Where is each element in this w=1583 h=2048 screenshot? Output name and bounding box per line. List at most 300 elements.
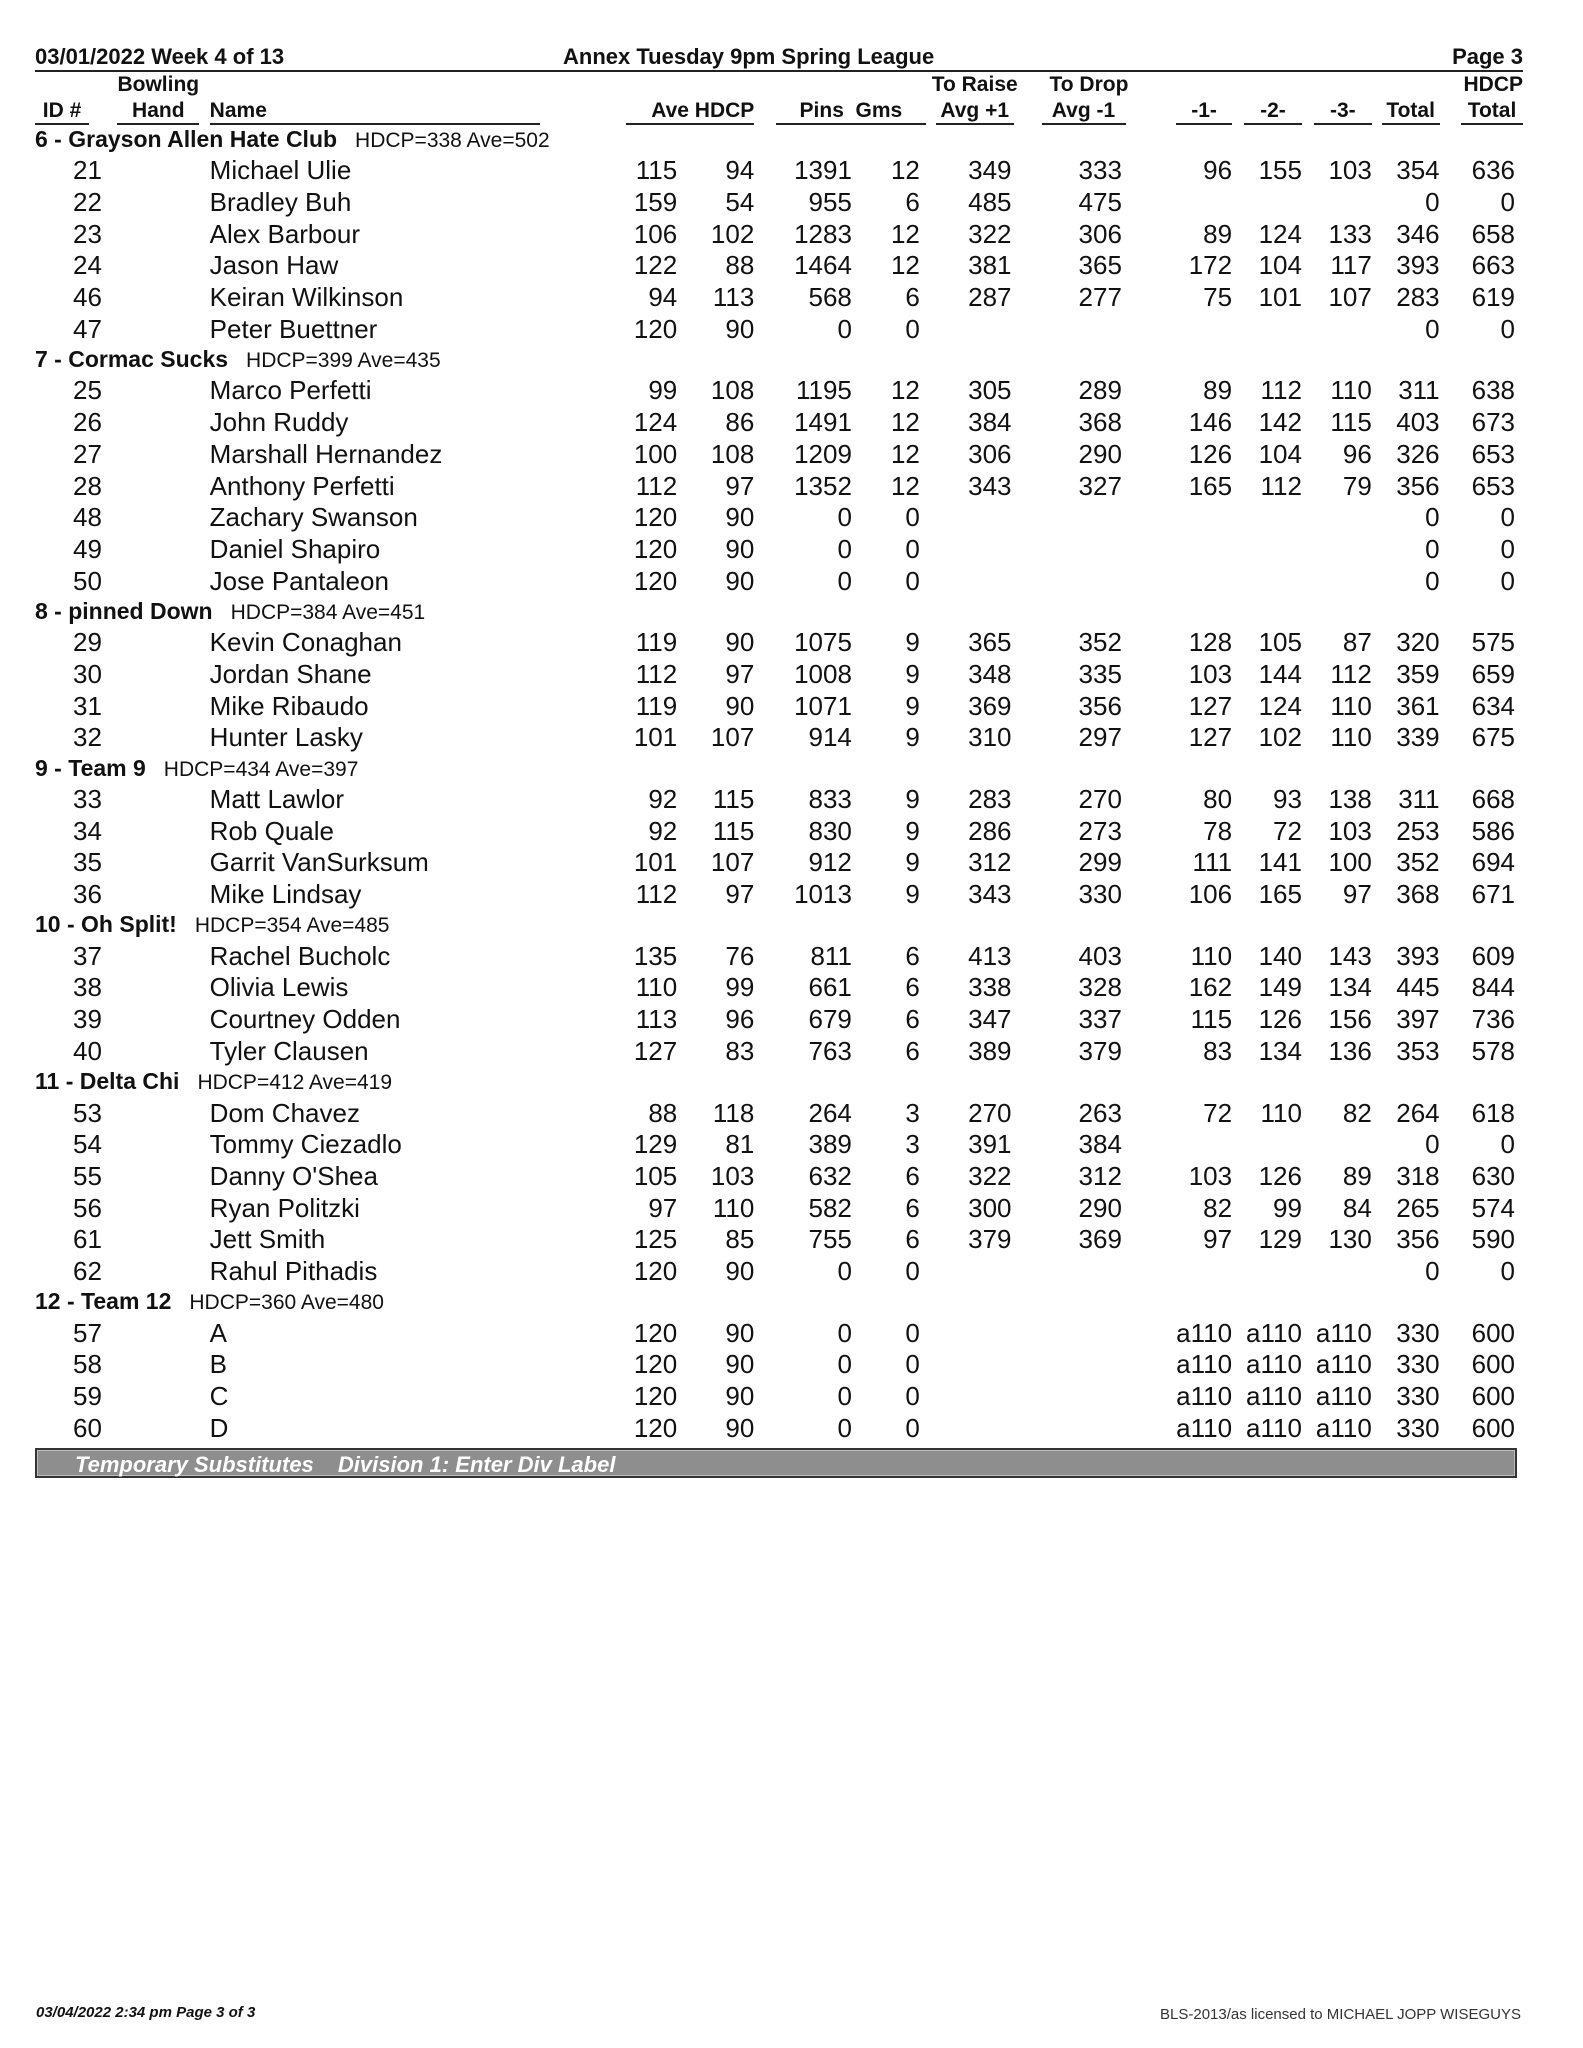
game-1-score: 162 <box>1188 972 1233 1003</box>
player-name: Mike Ribaudo <box>209 690 369 721</box>
team-header-row <box>35 345 1523 375</box>
handicap-total: 634 <box>1471 690 1515 721</box>
series-total: 361 <box>1396 690 1440 721</box>
player-id: 49 <box>73 533 102 564</box>
to-raise-avg: 413 <box>968 940 1012 971</box>
player-row <box>35 1192 1523 1224</box>
player-pins: 661 <box>808 972 852 1003</box>
game-2-score <box>1232 313 1302 345</box>
to-drop-avg: 335 <box>1078 658 1122 689</box>
print-timestamp: 03/04/2022 2:34 pm Page 3 of 3 <box>36 2004 256 2021</box>
game-2-score: 144 <box>1258 658 1302 689</box>
player-pins: 632 <box>808 1160 852 1191</box>
to-raise-avg: 283 <box>968 784 1012 815</box>
game-1-score: 115 <box>1190 1004 1233 1035</box>
player-pins: 389 <box>808 1129 852 1160</box>
to-drop-avg: 327 <box>1078 470 1122 501</box>
to-drop-avg <box>1024 1256 1152 1288</box>
handicap-total: 653 <box>1471 438 1515 469</box>
player-handicap: 94 <box>725 155 755 186</box>
game-2-score: 72 <box>1273 815 1302 846</box>
player-name: Tommy Ciezadlo <box>209 1129 402 1160</box>
game-1-score <box>1152 187 1232 219</box>
player-average: 112 <box>635 658 678 689</box>
player-pins: 955 <box>808 187 852 218</box>
player-name: Rahul Pithadis <box>209 1255 378 1286</box>
game-3-score <box>1302 565 1372 597</box>
game-2-score: 93 <box>1273 784 1302 815</box>
player-average: 135 <box>633 940 678 971</box>
to-raise-avg: 338 <box>968 972 1012 1003</box>
player-average: 120 <box>633 313 678 344</box>
game-3-score: 89 <box>1342 1160 1372 1191</box>
bowling-hand <box>107 1161 210 1193</box>
game-2-score: 112 <box>1260 375 1302 406</box>
to-drop-avg: 333 <box>1078 155 1122 186</box>
player-pins: 811 <box>810 940 852 971</box>
player-games: 0 <box>905 1349 920 1380</box>
series-total: 0 <box>1425 533 1440 564</box>
player-row <box>35 972 1523 1004</box>
game-1-score: 97 <box>1203 1224 1233 1255</box>
to-raise-avg: 322 <box>968 218 1012 249</box>
to-drop-avg <box>1024 1381 1152 1413</box>
player-games: 12 <box>890 375 920 406</box>
game-1-score: a110 <box>1176 1317 1233 1348</box>
team-stats: HDCP=412 Ave=419 <box>197 1071 393 1095</box>
player-row <box>35 1097 1523 1129</box>
player-handicap: 90 <box>725 1317 755 1348</box>
bowling-hand <box>107 565 210 597</box>
player-id: 60 <box>73 1412 102 1443</box>
bowling-hand <box>107 1004 210 1036</box>
to-drop-avg <box>1024 313 1152 345</box>
player-games: 6 <box>905 1035 920 1066</box>
handicap-total: 638 <box>1471 375 1515 406</box>
game-1-score: a110 <box>1176 1349 1233 1380</box>
series-total: 0 <box>1425 565 1440 596</box>
player-games: 0 <box>905 502 920 533</box>
bowling-hand <box>107 1097 210 1129</box>
to-drop-avg: 365 <box>1078 250 1122 281</box>
game-3-score: 82 <box>1342 1097 1372 1128</box>
player-handicap: 83 <box>725 1035 755 1066</box>
player-name: Peter Buettner <box>209 313 378 344</box>
to-raise-avg <box>926 313 1024 345</box>
series-total: 283 <box>1396 282 1440 313</box>
series-total: 397 <box>1396 1004 1440 1035</box>
to-raise-avg: 365 <box>968 627 1012 658</box>
player-average: 127 <box>633 1035 678 1066</box>
col-game3: -3- <box>1314 99 1372 125</box>
bowling-hand <box>107 1224 210 1256</box>
player-handicap: 108 <box>710 375 755 406</box>
col-hand: Hand <box>117 99 199 125</box>
player-pins: 1283 <box>794 218 852 249</box>
player-name: D <box>209 1412 229 1443</box>
player-name: Bradley Buh <box>209 187 352 218</box>
player-row <box>35 1004 1523 1036</box>
series-total: 403 <box>1396 407 1440 438</box>
player-row <box>35 1129 1523 1161</box>
player-handicap: 88 <box>725 250 755 281</box>
player-pins: 1195 <box>795 375 852 406</box>
player-handicap: 115 <box>712 784 755 815</box>
player-name: Jose Pantaleon <box>209 565 389 596</box>
game-1-score <box>1152 565 1232 597</box>
player-pins: 568 <box>808 282 852 313</box>
player-pins: 1391 <box>794 155 852 186</box>
player-average: 120 <box>633 1317 678 1348</box>
player-handicap: 99 <box>725 972 755 1003</box>
player-pins: 679 <box>808 1004 852 1035</box>
col-raise-top: To Raise <box>931 73 1018 96</box>
to-raise-avg: 343 <box>968 470 1012 501</box>
player-name: Mike Lindsay <box>209 879 362 910</box>
series-total: 330 <box>1396 1317 1440 1348</box>
player-average: 112 <box>635 879 678 910</box>
to-raise-avg: 381 <box>968 250 1012 281</box>
series-total: 356 <box>1396 1224 1440 1255</box>
player-id: 21 <box>73 155 102 186</box>
series-total: 0 <box>1425 502 1440 533</box>
col-bowling-top: Bowling <box>117 73 200 96</box>
player-name: B <box>209 1349 228 1380</box>
player-pins: 1075 <box>794 627 852 658</box>
bowling-hand <box>107 155 210 187</box>
game-3-score: 136 <box>1328 1035 1372 1066</box>
bowling-hand <box>107 1381 210 1413</box>
player-pins: 0 <box>837 533 852 564</box>
bowling-hand <box>107 375 210 407</box>
player-handicap: 113 <box>712 282 755 313</box>
to-drop-avg <box>1024 1317 1152 1349</box>
col-raise: Avg +1 <box>936 99 1014 125</box>
player-row <box>35 534 1523 566</box>
to-drop-avg: 328 <box>1078 972 1122 1003</box>
series-total: 311 <box>1398 784 1440 815</box>
series-total: 330 <box>1396 1381 1440 1412</box>
player-games: 6 <box>905 1192 920 1223</box>
to-drop-avg: 263 <box>1078 1097 1122 1128</box>
bowling-hand <box>107 784 210 816</box>
handicap-total: 574 <box>1471 1192 1515 1223</box>
game-3-score: 84 <box>1342 1192 1372 1223</box>
league-title: Annex Tuesday 9pm Spring League <box>563 44 935 69</box>
bowling-hand <box>107 502 210 534</box>
player-handicap: 97 <box>725 879 755 910</box>
player-name: Marshall Hernandez <box>209 438 443 469</box>
to-raise-avg: 286 <box>968 815 1012 846</box>
handicap-total: 630 <box>1471 1160 1515 1191</box>
series-total: 265 <box>1396 1192 1440 1223</box>
to-raise-avg: 306 <box>968 438 1012 469</box>
game-2-score: 126 <box>1258 1160 1302 1191</box>
handicap-total: 736 <box>1471 1004 1515 1035</box>
game-3-score: 107 <box>1328 282 1372 313</box>
to-raise-avg: 348 <box>968 658 1012 689</box>
player-pins: 0 <box>837 1317 852 1348</box>
player-average: 122 <box>633 250 678 281</box>
player-games: 6 <box>905 1160 920 1191</box>
series-total: 346 <box>1396 218 1440 249</box>
to-raise-avg: 270 <box>968 1097 1012 1128</box>
player-handicap: 115 <box>712 815 755 846</box>
player-games: 12 <box>890 218 920 249</box>
player-pins: 0 <box>837 1349 852 1380</box>
series-total: 0 <box>1425 313 1440 344</box>
to-drop-avg: 337 <box>1078 1004 1122 1035</box>
player-name: Hunter Lasky <box>209 722 363 753</box>
player-name: Rob Quale <box>209 815 334 846</box>
player-average: 120 <box>633 533 678 564</box>
game-1-score: 127 <box>1188 690 1233 721</box>
player-row <box>35 1349 1523 1381</box>
handicap-total: 618 <box>1471 1097 1515 1128</box>
player-row <box>35 847 1523 879</box>
team-name: 11 - Delta Chi <box>35 1068 180 1095</box>
player-name: Zachary Swanson <box>209 502 418 533</box>
player-games: 9 <box>905 847 920 878</box>
player-pins: 914 <box>808 722 852 753</box>
player-id: 62 <box>73 1255 102 1286</box>
to-raise-avg <box>926 1412 1024 1444</box>
player-id: 54 <box>73 1129 102 1160</box>
player-id: 34 <box>73 815 102 846</box>
handicap-total: 0 <box>1500 1255 1515 1286</box>
player-average: 106 <box>633 218 678 249</box>
team-name: 7 - Cormac Sucks <box>35 346 229 373</box>
team-stats: HDCP=399 Ave=435 <box>246 349 441 373</box>
player-games: 9 <box>905 722 920 753</box>
player-name: A <box>209 1317 228 1348</box>
player-name: John Ruddy <box>209 407 349 438</box>
handicap-total: 653 <box>1471 470 1515 501</box>
series-total: 359 <box>1396 658 1440 689</box>
player-average: 159 <box>633 187 678 218</box>
game-2-score <box>1232 1256 1302 1288</box>
to-drop-avg <box>1024 534 1152 566</box>
game-3-score: 110 <box>1330 690 1372 721</box>
player-row <box>35 879 1523 911</box>
col-hdcp-total: Total <box>1461 99 1523 125</box>
player-pins: 0 <box>837 313 852 344</box>
player-id: 35 <box>73 847 102 878</box>
handicap-total: 671 <box>1471 879 1515 910</box>
game-3-score: 143 <box>1328 940 1372 971</box>
player-handicap: 86 <box>725 407 755 438</box>
series-total: 311 <box>1398 375 1440 406</box>
game-2-score: 149 <box>1258 972 1302 1003</box>
game-2-score: 105 <box>1258 627 1302 658</box>
player-average: 105 <box>633 1160 678 1191</box>
player-handicap: 96 <box>725 1004 755 1035</box>
player-row <box>35 722 1523 754</box>
game-3-score: 134 <box>1328 972 1372 1003</box>
series-total: 354 <box>1396 155 1440 186</box>
player-name: Olivia Lewis <box>209 972 349 1003</box>
game-3-score <box>1302 1256 1372 1288</box>
series-total: 320 <box>1396 627 1440 658</box>
player-name: Matt Lawlor <box>209 784 345 815</box>
player-games: 9 <box>905 879 920 910</box>
player-row <box>35 155 1523 187</box>
player-average: 119 <box>635 627 678 658</box>
player-average: 115 <box>635 155 678 186</box>
player-id: 50 <box>73 565 102 596</box>
player-games: 12 <box>890 438 920 469</box>
team-header-row <box>35 1067 1523 1097</box>
player-pins: 830 <box>808 815 852 846</box>
bowling-hand <box>107 879 210 911</box>
to-raise-avg: 369 <box>968 690 1012 721</box>
player-name: Anthony Perfetti <box>209 470 395 501</box>
handicap-total: 659 <box>1471 658 1515 689</box>
player-handicap: 102 <box>710 218 755 249</box>
game-2-score: a110 <box>1246 1381 1302 1412</box>
col-pins-gms: Pins Gms <box>776 99 926 125</box>
series-total: 353 <box>1396 1035 1440 1066</box>
game-3-score: 130 <box>1328 1224 1372 1255</box>
to-drop-avg: 306 <box>1078 218 1122 249</box>
to-drop-avg: 356 <box>1078 690 1122 721</box>
game-1-score <box>1152 502 1232 534</box>
player-name: Ryan Politzki <box>209 1192 360 1223</box>
game-2-score <box>1232 187 1302 219</box>
player-pins: 0 <box>837 1412 852 1443</box>
to-raise-avg <box>926 1349 1024 1381</box>
handicap-total: 0 <box>1500 313 1515 344</box>
player-pins: 1491 <box>794 407 852 438</box>
player-row <box>35 218 1523 250</box>
player-average: 88 <box>648 1097 678 1128</box>
bowling-hand <box>107 1256 210 1288</box>
player-average: 120 <box>633 1349 678 1380</box>
to-raise-avg: 312 <box>968 847 1012 878</box>
game-3-score <box>1302 534 1372 566</box>
player-handicap: 108 <box>710 438 755 469</box>
col-drop-top: To Drop <box>1049 73 1129 96</box>
handicap-total: 673 <box>1471 407 1515 438</box>
handicap-total: 600 <box>1471 1412 1515 1443</box>
player-average: 92 <box>648 784 678 815</box>
to-drop-avg: 290 <box>1078 1192 1122 1223</box>
player-row <box>35 1412 1523 1444</box>
player-name: Jason Haw <box>209 250 339 281</box>
to-raise-avg: 300 <box>968 1192 1012 1223</box>
player-pins: 912 <box>808 847 852 878</box>
game-1-score: a110 <box>1176 1412 1233 1443</box>
game-1-score: 128 <box>1188 627 1233 658</box>
player-handicap: 90 <box>725 627 755 658</box>
game-2-score: 102 <box>1258 722 1302 753</box>
player-id: 36 <box>73 879 102 910</box>
bowling-hand <box>107 407 210 439</box>
player-name: Keiran Wilkinson <box>209 282 404 313</box>
game-2-score: 129 <box>1258 1224 1302 1255</box>
player-row <box>35 1317 1523 1349</box>
to-raise-avg: 322 <box>968 1160 1012 1191</box>
player-name: Michael Ulie <box>209 155 352 186</box>
player-average: 120 <box>633 1255 678 1286</box>
player-id: 46 <box>73 282 102 313</box>
to-raise-avg: 287 <box>968 282 1012 313</box>
team-name: 6 - Grayson Allen Hate Club <box>35 126 338 152</box>
player-id: 32 <box>73 722 102 753</box>
page-number: Page 3 <box>1452 44 1523 69</box>
player-id: 33 <box>73 784 102 815</box>
team-name: 12 - Team 12 <box>35 1288 172 1315</box>
player-name: Dom Chavez <box>209 1097 360 1128</box>
handicap-total: 619 <box>1471 282 1515 313</box>
roster-table <box>35 72 1523 1444</box>
to-raise-avg: 347 <box>968 1004 1012 1035</box>
handicap-total: 600 <box>1471 1317 1515 1348</box>
to-drop-avg: 369 <box>1078 1224 1122 1255</box>
player-average: 112 <box>635 470 678 501</box>
handicap-total: 600 <box>1471 1349 1515 1380</box>
team-stats: HDCP=384 Ave=451 <box>230 600 426 624</box>
to-drop-avg <box>1024 565 1152 597</box>
handicap-total: 636 <box>1471 155 1515 186</box>
game-3-score: a110 <box>1315 1317 1372 1348</box>
player-id: 28 <box>73 470 102 501</box>
game-2-score: 141 <box>1258 847 1302 878</box>
col-name: Name <box>210 99 540 125</box>
to-drop-avg: 289 <box>1078 375 1122 406</box>
player-average: 120 <box>633 565 678 596</box>
player-id: 58 <box>73 1349 102 1380</box>
bowling-hand <box>107 313 210 345</box>
player-id: 40 <box>73 1035 102 1066</box>
player-pins: 0 <box>837 1381 852 1412</box>
player-games: 9 <box>905 658 920 689</box>
division-label: Division 1: Enter Div Label <box>337 1452 616 1478</box>
game-3-score: 117 <box>1330 250 1372 281</box>
to-drop-avg: 312 <box>1078 1160 1122 1191</box>
game-2-score: 124 <box>1258 690 1302 721</box>
to-drop-avg: 290 <box>1078 438 1122 469</box>
game-2-score: 124 <box>1258 218 1302 249</box>
to-raise-avg: 485 <box>968 187 1012 218</box>
handicap-total: 675 <box>1471 722 1515 753</box>
player-games: 9 <box>905 815 920 846</box>
player-row <box>35 784 1523 816</box>
report-header <box>35 40 1523 72</box>
team-header-row <box>35 125 1523 155</box>
handicap-total: 575 <box>1471 627 1515 658</box>
game-3-score: a110 <box>1315 1349 1372 1380</box>
game-3-score: 133 <box>1328 218 1372 249</box>
player-id: 39 <box>73 1004 102 1035</box>
player-handicap: 54 <box>725 187 755 218</box>
series-total: 445 <box>1396 972 1440 1003</box>
player-average: 129 <box>633 1129 678 1160</box>
series-total: 264 <box>1396 1097 1440 1128</box>
handicap-total: 609 <box>1471 940 1515 971</box>
game-3-score: 100 <box>1328 847 1372 878</box>
game-1-score <box>1152 1129 1232 1161</box>
game-1-score: 89 <box>1203 375 1233 406</box>
game-2-score: a110 <box>1246 1317 1302 1348</box>
player-average: 100 <box>633 438 678 469</box>
game-3-score: 110 <box>1330 722 1372 753</box>
substitutes-label: Temporary Substitutes <box>75 1452 314 1478</box>
player-id: 30 <box>73 658 102 689</box>
roster-body <box>35 125 1523 1444</box>
series-total: 356 <box>1396 470 1440 501</box>
game-2-score: 101 <box>1258 282 1302 313</box>
